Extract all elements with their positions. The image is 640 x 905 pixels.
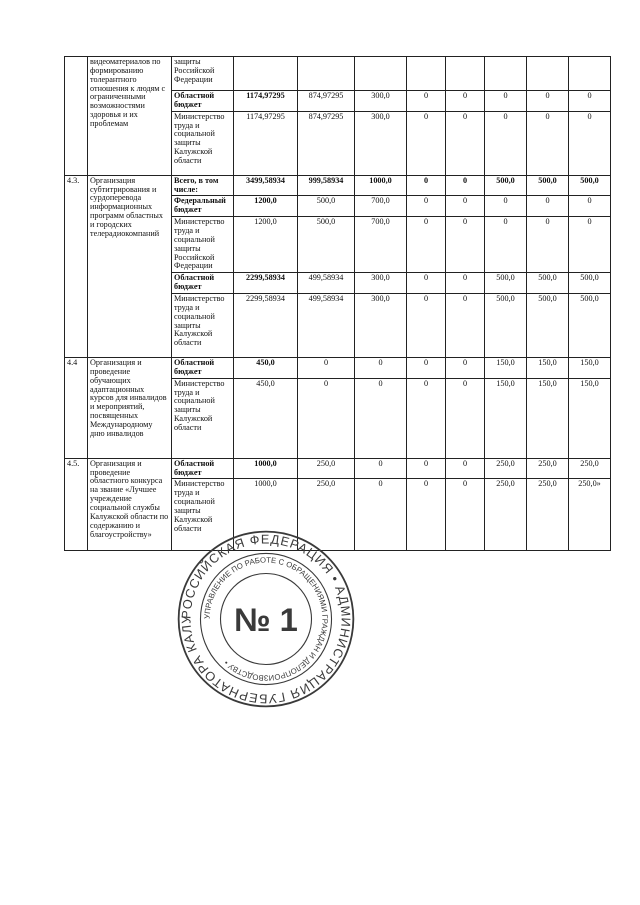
year-amount-cell: 500,0 xyxy=(527,175,569,196)
year-amount-cell: 0 xyxy=(569,91,611,112)
funding-source: Областной бюджет xyxy=(172,91,234,112)
year-amount-cell: 0 xyxy=(446,175,485,196)
total-amount-cell: 1174,97295 xyxy=(234,91,298,112)
year-amount-cell: 0 xyxy=(407,91,446,112)
year-amount-cell: 0 xyxy=(407,458,446,479)
total-amount-cell: 1000,0 xyxy=(234,479,298,551)
year-amount-cell xyxy=(527,57,569,91)
official-seal xyxy=(175,528,357,710)
year-amount-cell: 300,0 xyxy=(355,294,407,358)
section-number: 4.4 xyxy=(65,358,88,459)
section-number: 4.3. xyxy=(65,175,88,357)
year-amount-cell: 250,0 xyxy=(527,479,569,551)
activity-title: Организация и проведение обучающих адаптационных курсов для инвалидов и мероприятий, посвященных Международному дню инвалидов xyxy=(88,358,172,459)
activity-title: видеоматериалов по формированию толерантного отношения к людям с ограниченными возможностями здоровья и их проблемам xyxy=(88,57,172,176)
year-amount-cell: 0 xyxy=(569,217,611,273)
year-amount-cell: 300,0 xyxy=(355,111,407,175)
total-amount-cell: 3499,58934 xyxy=(234,175,298,196)
activity-title: Организация субтитрирования и сурдоперевода информационных программ областных и городских телерадиокомпаний xyxy=(88,175,172,357)
year-amount-cell: 500,0 xyxy=(485,175,527,196)
year-amount-cell: 0 xyxy=(407,294,446,358)
funding-source: защиты Российской Федерации xyxy=(172,57,234,91)
total-amount-cell: 1174,97295 xyxy=(234,111,298,175)
year-amount-cell: 0 xyxy=(446,458,485,479)
year-amount-cell: 874,97295 xyxy=(298,111,355,175)
total-amount-cell: 450,0 xyxy=(234,358,298,379)
year-amount-cell: 700,0 xyxy=(355,196,407,217)
seal-inner-text: УПРАВЛЕНИЕ ПО РАБОТЕ С ОБРАЩЕНИЯМИ ГРАЖДАН И ДЕЛОПРОИЗВОДСТВУ • xyxy=(202,555,330,683)
year-amount-cell: 500,0 xyxy=(485,273,527,294)
year-amount-cell: 0 xyxy=(355,378,407,458)
year-amount-cell: 250,0 xyxy=(485,458,527,479)
year-amount-cell: 150,0 xyxy=(569,378,611,458)
year-amount-cell: 0 xyxy=(446,111,485,175)
year-amount-cell: 0 xyxy=(446,273,485,294)
year-amount-cell: 0 xyxy=(298,358,355,379)
year-amount-cell: 0 xyxy=(407,111,446,175)
table-row xyxy=(65,458,611,479)
seal-number: № 1 xyxy=(234,600,298,638)
section-number xyxy=(65,57,88,176)
table-row xyxy=(65,175,611,196)
year-amount-cell xyxy=(407,57,446,91)
year-amount-cell: 0 xyxy=(446,479,485,551)
funding-source: Министерство труда и социальной защиты Калужской области xyxy=(172,294,234,358)
year-amount-cell: 500,0 xyxy=(298,217,355,273)
year-amount-cell xyxy=(446,57,485,91)
year-amount-cell: 499,58934 xyxy=(298,294,355,358)
year-amount-cell: 0 xyxy=(407,217,446,273)
year-amount-cell: 0 xyxy=(446,378,485,458)
year-amount-cell xyxy=(569,57,611,91)
year-amount-cell: 0 xyxy=(407,175,446,196)
year-amount-cell: 0 xyxy=(527,91,569,112)
table-row xyxy=(65,358,611,379)
funding-source: Министерство труда и социальной защиты Российской Федерации xyxy=(172,217,234,273)
year-amount-cell: 1000,0 xyxy=(355,175,407,196)
total-amount-cell: 1000,0 xyxy=(234,458,298,479)
total-amount-cell: 2299,58934 xyxy=(234,294,298,358)
year-amount-cell: 0 xyxy=(485,91,527,112)
year-amount-cell: 700,0 xyxy=(355,217,407,273)
year-amount-cell xyxy=(485,57,527,91)
funding-source: Министерство труда и социальной защиты Калужской области xyxy=(172,378,234,458)
year-amount-cell: 0 xyxy=(446,196,485,217)
year-amount-cell: 150,0 xyxy=(527,358,569,379)
activity-title: Организация и проведение областного конкурса на звание «Лучшее учреждение социальной службы Калужской области по содержанию и благоустройству» xyxy=(88,458,172,551)
seal-outer-text: РОССИЙСКАЯ ФЕДЕРАЦИЯ • АДМИНИСТРАЦИЯ ГУБЕРНАТОРА КАЛУ xyxy=(178,531,354,707)
year-amount-cell: 0 xyxy=(485,217,527,273)
funding-source: Министерство труда и социальной защиты Калужской области xyxy=(172,479,234,551)
year-amount-cell: 0 xyxy=(527,111,569,175)
seal-graphic xyxy=(175,528,357,710)
year-amount-cell: 0 xyxy=(446,358,485,379)
funding-source: Всего, в том числе: xyxy=(172,175,234,196)
total-amount-cell: 450,0 xyxy=(234,378,298,458)
year-amount-cell: 500,0 xyxy=(298,196,355,217)
year-amount-cell: 250,0» xyxy=(569,479,611,551)
year-amount-cell: 300,0 xyxy=(355,91,407,112)
year-amount-cell: 250,0 xyxy=(298,458,355,479)
year-amount-cell: 0 xyxy=(446,91,485,112)
year-amount-cell: 0 xyxy=(407,273,446,294)
year-amount-cell: 0 xyxy=(407,378,446,458)
year-amount-cell: 150,0 xyxy=(569,358,611,379)
year-amount-cell xyxy=(355,57,407,91)
year-amount-cell: 499,58934 xyxy=(298,273,355,294)
year-amount-cell: 500,0 xyxy=(569,273,611,294)
funding-source: Министерство труда и социальной защиты Калужской области xyxy=(172,111,234,175)
year-amount-cell: 0 xyxy=(485,196,527,217)
funding-source: Областной бюджет xyxy=(172,273,234,294)
table-row xyxy=(65,57,611,91)
year-amount-cell: 300,0 xyxy=(355,273,407,294)
year-amount-cell: 500,0 xyxy=(485,294,527,358)
year-amount-cell: 0 xyxy=(355,479,407,551)
year-amount-cell: 0 xyxy=(527,196,569,217)
year-amount-cell xyxy=(298,57,355,91)
year-amount-cell: 874,97295 xyxy=(298,91,355,112)
total-amount-cell: 2299,58934 xyxy=(234,273,298,294)
year-amount-cell: 0 xyxy=(485,111,527,175)
year-amount-cell: 500,0 xyxy=(527,273,569,294)
year-amount-cell: 999,58934 xyxy=(298,175,355,196)
year-amount-cell: 0 xyxy=(355,358,407,379)
total-amount-cell: 1200,0 xyxy=(234,196,298,217)
funding-source: Федеральный бюджет xyxy=(172,196,234,217)
year-amount-cell: 250,0 xyxy=(527,458,569,479)
total-amount-cell xyxy=(234,57,298,91)
year-amount-cell: 0 xyxy=(569,196,611,217)
funding-source: Областной бюджет xyxy=(172,458,234,479)
year-amount-cell: 0 xyxy=(446,294,485,358)
year-amount-cell: 0 xyxy=(527,217,569,273)
year-amount-cell: 0 xyxy=(407,196,446,217)
year-amount-cell: 150,0 xyxy=(485,358,527,379)
section-number: 4.5. xyxy=(65,458,88,551)
year-amount-cell: 500,0 xyxy=(569,294,611,358)
year-amount-cell: 500,0 xyxy=(569,175,611,196)
year-amount-cell: 250,0 xyxy=(485,479,527,551)
year-amount-cell: 0 xyxy=(446,217,485,273)
year-amount-cell: 150,0 xyxy=(485,378,527,458)
total-amount-cell: 1200,0 xyxy=(234,217,298,273)
funding-source: Областной бюджет xyxy=(172,358,234,379)
year-amount-cell: 0 xyxy=(407,358,446,379)
year-amount-cell: 500,0 xyxy=(527,294,569,358)
year-amount-cell: 150,0 xyxy=(527,378,569,458)
year-amount-cell: 0 xyxy=(298,378,355,458)
year-amount-cell: 0 xyxy=(355,458,407,479)
year-amount-cell: 250,0 xyxy=(298,479,355,551)
budget-table-body xyxy=(65,57,611,551)
year-amount-cell: 250,0 xyxy=(569,458,611,479)
budget-table xyxy=(64,56,611,551)
year-amount-cell: 0 xyxy=(407,479,446,551)
year-amount-cell: 0 xyxy=(569,111,611,175)
